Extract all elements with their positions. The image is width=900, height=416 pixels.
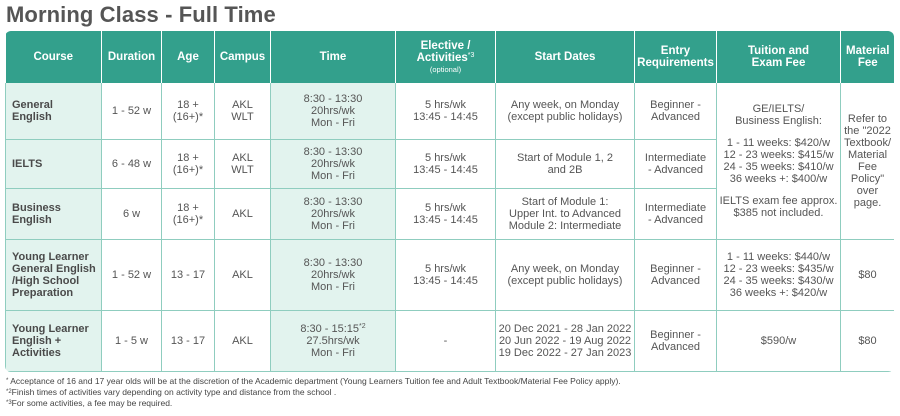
course-cell: Young Learner General English /High School Preparation: [6, 240, 102, 311]
duration-cell: 6 w: [102, 189, 162, 240]
shared-material-cell: Refer to the "2022 Textbook/ Material Fee Policy" over page.: [841, 83, 895, 240]
material-cell: $80: [841, 240, 895, 311]
tuition-cell: $590/w: [717, 311, 841, 372]
age-cell: 13 - 17: [162, 311, 215, 372]
table-row: [6, 83, 895, 140]
time-cell: 8:30 - 15:15$^{*2}$ 27.5hrs/wk Mon - Fri: [271, 311, 396, 372]
age-cell: 18 + (16+)*: [162, 189, 215, 240]
campus-cell: AKL WLT: [215, 83, 271, 140]
col-header-age: Age: [162, 31, 215, 83]
campus-cell: AKL: [215, 240, 271, 311]
footnotes: [6, 376, 896, 409]
duration-cell: 1 - 52 w: [102, 83, 162, 140]
start-dates-cell: Any week, on Monday (except public holidays): [496, 83, 635, 140]
age-cell: 18 + (16+)*: [162, 83, 215, 140]
start-dates-cell: 20 Dec 2021 - 28 Jan 2022 20 Jun 2022 - 19 Aug 2022 19 Dec 2022 - 27 Jan 2023: [496, 311, 635, 372]
age-cell: 18 + (16+)*: [162, 140, 215, 189]
age-cell: 13 - 17: [162, 240, 215, 311]
entry-cell: Beginner - Advanced: [635, 240, 717, 311]
time-cell: 8:30 - 13:30 20hrs/wk Mon - Fri: [271, 140, 396, 189]
course-cell: General English: [6, 83, 102, 140]
col-header-entry: Entry Requirements: [635, 31, 717, 83]
table-header-row: [6, 31, 895, 83]
course-table: [5, 31, 894, 372]
shared-tuition-cell: GE/IELTS/ Business English: 1 - 11 weeks: $420/w 12 - 23 weeks: $415/w 24 - 35 weeks: $410/w 36 weeks +: $400/w IELTS exam fee approx. $385 not included.: [717, 83, 841, 240]
col-header-campus: Campus: [215, 31, 271, 83]
course-cell: Business English: [6, 189, 102, 240]
elective-cell: 5 hrs/wk 13:45 - 14:45: [396, 140, 496, 189]
page-title: Morning Class - Full Time: [6, 2, 276, 27]
col-header-material: Material Fee: [841, 31, 895, 83]
course-cell: Young Learner English + Activities: [6, 311, 102, 372]
footnote: $^{*2}$Finish times of activities vary depending on activity type and distance from the school .: [6, 387, 337, 397]
col-header-elective: Elective / Activities$^{*3}$ (optional): [396, 31, 496, 83]
elective-cell: 5 hrs/wk 13:45 - 14:45: [396, 189, 496, 240]
campus-cell: AKL: [215, 189, 271, 240]
course-cell: IELTS: [6, 140, 102, 189]
time-cell: 8:30 - 13:30 20hrs/wk Mon - Fri: [271, 83, 396, 140]
elective-cell: 5 hrs/wk 13:45 - 14:45: [396, 240, 496, 311]
col-header-start-dates: Start Dates: [496, 31, 635, 83]
start-dates-cell: Start of Module 1: Upper Int. to Advanced Module 2: Intermediate: [496, 189, 635, 240]
footnote: $^{*3}$For some activities, a fee may be required.: [6, 398, 173, 408]
entry-cell: Beginner - Advanced: [635, 311, 717, 372]
campus-cell: AKL: [215, 311, 271, 372]
col-header-duration: Duration: [102, 31, 162, 83]
entry-cell: Intermediate - Advanced: [635, 189, 717, 240]
start-dates-cell: Any week, on Monday (except public holidays): [496, 240, 635, 311]
elective-cell: -: [396, 311, 496, 372]
duration-cell: 6 - 48 w: [102, 140, 162, 189]
footnote: * Acceptance of 16 and 17 year olds will be at the discretion of the Academic department (Young Learners Tuition fee and Adult Textbook/Material Fee Policy apply).: [6, 376, 621, 386]
col-header-tuition: Tuition and Exam Fee: [717, 31, 841, 83]
start-dates-cell: Start of Module 1, 2 and 2B: [496, 140, 635, 189]
table-row: [6, 240, 895, 311]
material-cell: $80: [841, 311, 895, 372]
elective-cell: 5 hrs/wk 13:45 - 14:45: [396, 83, 496, 140]
duration-cell: 1 - 52 w: [102, 240, 162, 311]
time-cell: 8:30 - 13:30 20hrs/wk Mon - Fri: [271, 240, 396, 311]
col-header-course: Course: [6, 31, 102, 83]
entry-cell: Beginner - Advanced: [635, 83, 717, 140]
col-header-time: Time: [271, 31, 396, 83]
campus-cell: AKL WLT: [215, 140, 271, 189]
table-row: [6, 311, 895, 372]
tuition-cell: 1 - 11 weeks: $440/w 12 - 23 weeks: $435/w 24 - 35 weeks: $430/w 36 weeks +: $420/w: [717, 240, 841, 311]
duration-cell: 1 - 5 w: [102, 311, 162, 372]
time-cell: 8:30 - 13:30 20hrs/wk Mon - Fri: [271, 189, 396, 240]
entry-cell: Intermediate - Advanced: [635, 140, 717, 189]
